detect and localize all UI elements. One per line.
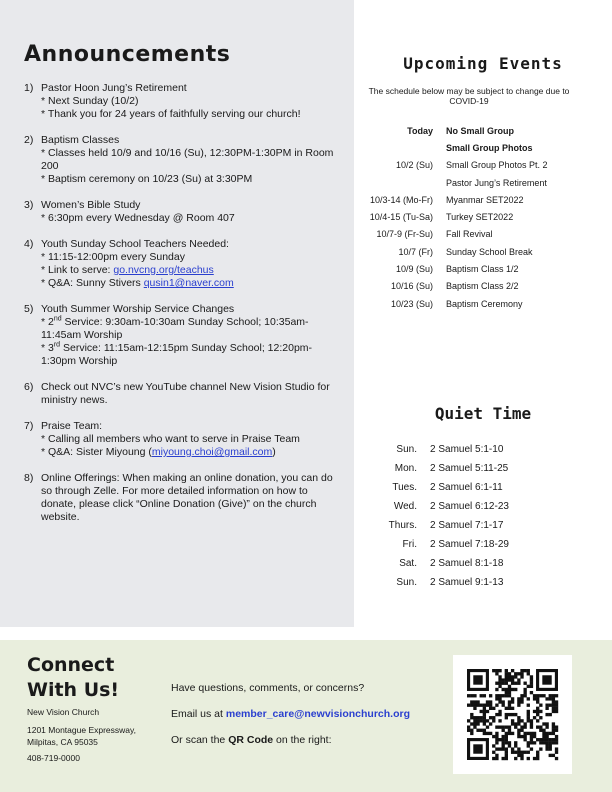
announcement-heading: Women’s Bible Study [41,199,141,211]
quiet-time-row: Mon. 2 Samuel 5:11-25 [394,463,509,474]
announcement-item: 5) Youth Summer Worship Service Changes * 2nd Service: 9:30am-10:30am Sunday School; 10:35am-11:45am Worship * 3rd Service: 11:15am-12:15pm Sunday School; 12:20pm-1:30pm Worship [24,303,342,368]
announcement-item: 7) Praise Team: * Calling all members who want to serve in Praise Team * Q&A: Sister Miyoung (miyoung.choi@gmail.com) [24,420,342,459]
event-row: 10/23 (Su) Baptism Ceremony [390,298,523,309]
events-table [354,122,612,312]
event-row: 10/4-15 (Tu-Sa) Turkey SET2022 [369,212,514,223]
event-row: 10/7 (Fr) Sunday School Break [398,246,533,257]
announcement-line: * 2nd Service: 9:30am-10:30am Sunday School; 10:35am-11:45am Worship [41,315,309,341]
announcement-item: 3) Women’s Bible Study * 6:30pm every Wednesday @ Room 407 [24,199,342,225]
quiet-time-row: Thurs. 2 Samuel 7:1-17 [388,520,504,531]
quiet-time-row: Wed. 2 Samuel 6:12-23 [393,501,509,512]
sunny-email-link[interactable]: qusin1@naver.com [143,277,234,289]
quiet-time-table [354,440,612,592]
church-name: New Vision Church [27,707,100,717]
event-row: 10/7-9 (Fr-Su) Fall Revival [376,229,493,240]
church-address: 1201 Montague Expressway, Milpitas, CA 95035 [27,725,136,747]
quiet-time-title: Quiet Time [434,404,532,423]
announcements-list [24,82,342,537]
quiet-time-row: Sun. 2 Samuel 9:1-13 [396,577,504,588]
quiet-time-row: Tues. 2 Samuel 6:1-11 [392,482,503,493]
connect-heading: Connect With Us! [27,654,120,701]
announcement-heading: Youth Summer Worship Service Changes [41,303,235,315]
announcement-line: * 3rd Service: 11:15am-12:15pm Sunday School; 12:20pm-1:30pm Worship [41,341,313,367]
announcement-line: * Classes held 10/9 and 10/16 (Su), 12:30PM-1:30PM in Room 200 [41,147,334,172]
announcement-line: * Q&A: Sister Miyoung (miyoung.choi@gmail.com) [41,446,276,458]
announcement-line: * 11:15-12:00pm every Sunday [41,251,185,263]
announcement-item: 1) Pastor Hoon Jung’s Retirement * Next Sunday (10/2) * Thank you for 24 years of faithfully serving our church! [24,82,342,121]
events-title: Upcoming Events [403,54,563,73]
announcement-line: * Q&A: Sunny Stivers qusin1@naver.com [41,277,234,289]
announcements-title: Announcements [24,42,231,67]
event-row: 10/9 (Su) Baptism Class 1/2 [395,264,519,275]
footer-qr-line: Or scan the QR Code on the right: [171,734,332,746]
announcement-heading: Pastor Hoon Jung’s Retirement [41,82,187,94]
announcement-line: * Calling all members who want to serve in Praise Team [41,433,300,445]
announcement-item: 2) Baptism Classes * Classes held 10/9 and 10/16 (Su), 12:30PM-1:30PM in Room 200 * Baptism ceremony on 10/23 (Su) at 3:30PM [24,134,342,186]
event-row: 10/16 (Su) Baptism Class 2/2 [390,281,519,292]
announcement-line: * Link to serve: go.nvcng.org/teachus [41,264,214,276]
miyoung-email-link[interactable]: miyoung.choi@gmail.com [151,446,273,458]
announcement-line: * Baptism ceremony on 10/23 (Su) at 3:30PM [41,173,253,185]
qr-code-icon[interactable] [453,655,572,774]
announcement-heading: Online Offerings: When making an online donation, you can do so through Zelle. For more detailed information on how to donate, please click “Online Donation (Give)” on the church website. [41,472,333,523]
teachus-link[interactable]: go.nvcng.org/teachus [113,264,214,276]
event-row: 10/3-14 (Mo-Fr) Myanmar SET2022 [369,194,524,205]
announcement-line: * 6:30pm every Wednesday @ Room 407 [41,212,235,224]
event-row: Today No Small Group [407,125,515,136]
announcement-item: 8) Online Offerings: When making an online donation, you can do so through Zelle. For more detailed information on how to donate, please click “Online Donation (Give)” on the church website. [24,472,342,524]
announcement-item: 4) Youth Sunday School Teachers Needed: * 11:15-12:00pm every Sunday * Link to serve: go.nvcng.org/teachus * Q&A: Sunny Stivers qusin1@naver.com [24,238,342,290]
announcement-line: * Thank you for 24 years of faithfully serving our church! [41,108,301,120]
quiet-time-row: Sun. 2 Samuel 5:1-10 [396,444,504,455]
announcements-panel [0,0,354,627]
quiet-time-row: Sat. 2 Samuel 8:1-18 [399,558,504,569]
announcement-heading: Youth Sunday School Teachers Needed: [41,238,229,250]
announcement-heading: Praise Team: [41,420,103,432]
footer-question: Have questions, comments, or concerns? [171,682,365,694]
event-row: 10/2 (Su) Small Group Photos Pt. 2 [395,160,548,171]
announcement-item: 6) Check out NVC’s new YouTube channel New Vision Studio for ministry news. [24,381,342,407]
footer-email-line: Email us at member_care@newvisionchurch.org [171,708,410,720]
announcement-line: * Next Sunday (10/2) [41,95,139,107]
event-row: Small Group Photos [446,142,533,153]
connect-footer [0,640,612,792]
announcement-heading: Baptism Classes [41,134,120,146]
church-phone: 408-719-0000 [27,753,80,763]
event-row: Pastor Jung’s Retirement [446,177,547,188]
events-panel [354,0,612,627]
events-note: The schedule below may be subject to change due to COVID-19 [368,86,570,106]
announcement-heading: Check out NVC’s new YouTube channel New Vision Studio for ministry news. [41,381,330,406]
member-care-email-link[interactable]: member_care@newvisionchurch.org [225,708,410,720]
quiet-time-row: Fri. 2 Samuel 7:18-29 [402,539,509,550]
